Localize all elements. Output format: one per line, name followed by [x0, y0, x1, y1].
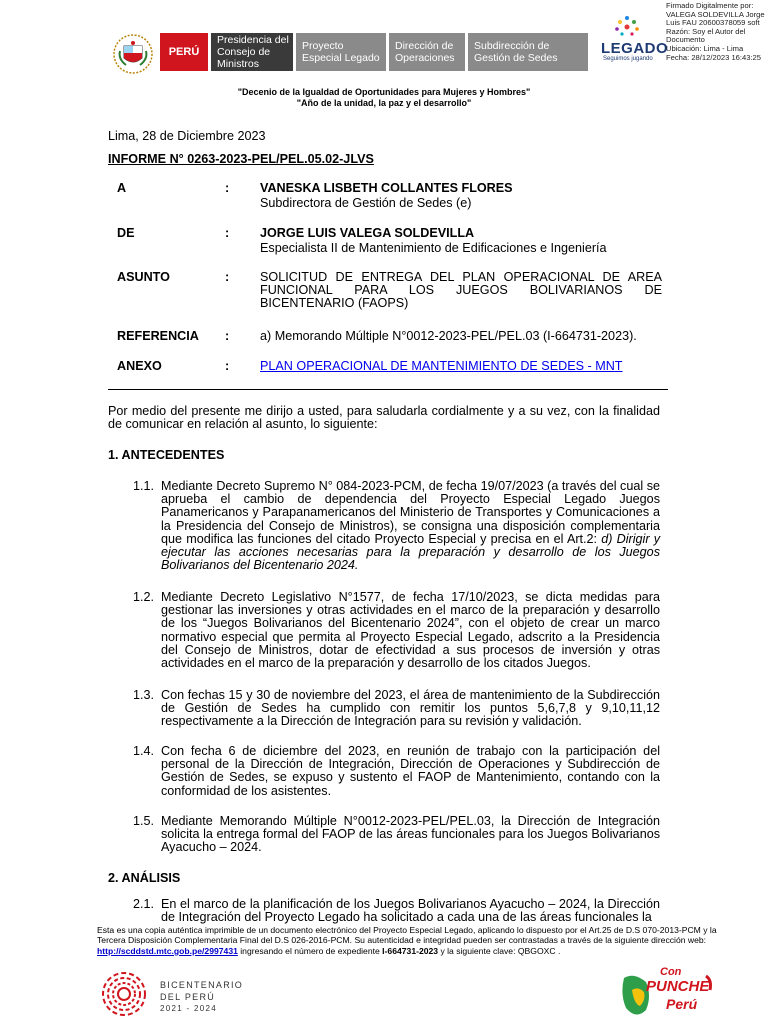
header-pel-label: Proyecto Especial Legado: [302, 40, 380, 64]
item-text: Con fechas 15 y 30 de noviembre del 2023, el área de mantenimiento de la Subdirección de Gestión de Sedes ha cumplido con remitir los puntos 5,6,7,8 y 9,10,11,12 respectivamente a la Dirección de Integración para su revisión y validación.: [161, 688, 660, 729]
annex-link[interactable]: PLAN OPERACIONAL DE MANTENIMIENTO DE SEDES - MNT: [260, 359, 623, 373]
field-anexo-label: ANEXO: [117, 359, 162, 373]
con-punche-peru-logo: [618, 960, 718, 1022]
signature-line: Fecha: 28/12/2023 16:43:25: [666, 52, 761, 62]
bicentenario-line: 2021 - 2024: [160, 1004, 218, 1013]
intro-paragraph: Por medio del presente me dirijo a usted, para saludarla cordialmente y a su vez, con la finalidad de comunicar en relación al asunto, lo siguiente:: [108, 404, 660, 432]
item-number: 1.5.: [133, 814, 155, 828]
header-pel-box: [296, 33, 386, 71]
signature-line: Firmado Digitalmente por:: [666, 1, 754, 10]
field-referencia-label: REFERENCIA: [117, 329, 199, 343]
signature-line: VALEGA SOLDEVILLA Jorge: [666, 9, 765, 19]
punche-peru-text: Perú: [666, 996, 698, 1012]
punche-con-text: Con: [660, 966, 682, 978]
field-colon: :: [225, 359, 230, 373]
section-2-title: 2. ANÁLISIS: [108, 871, 181, 885]
item-text-quote: d) Dirigir y ejecutar las acciones necesarias para la preparación y desarrollo de los Juegos Bolivarianos del Bicentenario 2024.: [161, 531, 661, 573]
item-text: [161, 480, 660, 572]
item-text: Con fecha 6 de diciembre del 2023, en reunión de trabajo con la participación del personal de la Dirección de Integración, Dirección de Operaciones y Subdirección de Gestión de Sedes, se expuso y sustento el FAOP de Mantenimiento, contando con la conformidad de los asistentes.: [161, 744, 660, 798]
signature-line: Ubicación: Lima - Lima: [666, 43, 744, 53]
authenticity-footnote: [97, 925, 717, 956]
field-a-label: A: [117, 181, 127, 195]
header-pcm-label: Presidencia del Consejo de Ministros: [217, 34, 289, 70]
signature-line: Documento: [666, 35, 705, 45]
header-pcm-box: [211, 33, 293, 71]
field-asunto-label: ASUNTO: [117, 270, 170, 284]
item-number: 1.4.: [133, 744, 155, 758]
year-name-line: "Año de la unidad, la paz y el desarrollo": [296, 98, 472, 108]
legado-tagline: Seguimos jugando: [603, 56, 653, 62]
footnote-text: ingresando el número de expediente: [237, 945, 383, 956]
reference-text: a) Memorando Múltiple N°0012-2023-PEL/PEL.03 (I-664731-2023).: [260, 329, 637, 343]
item-text: En el marco de la planificación de los Juegos Bolivarianos Ayacucho – 2024, la Dirección de Integración del Proyecto Legado ha solicitado a cada una de las áreas funcionales la: [161, 897, 660, 925]
item-text-main: Mediante Decreto Supremo N° 084-2023-PCM, de fecha 19/07/2023 (a través del cual se aprueba el cambio de dependencia del Proyecto Especial Legado Juegos Panamericanos y Parapanamericanos del Ministerio de Transportes y Comunicaciones a la Presidencia del Consejo de Ministros), se consigna una disposición complementaria que modifica las funciones del citado Proyecto Especial y precisa en el Art.2:: [161, 479, 660, 546]
item-text: Mediante Memorando Múltiple N°0012-2023-PEL/PEL.03, la Dirección de Integración solicita la entrega formal del FAOP de las áreas funcionales para los Juegos Bolivarianos Ayacucho – 2024.: [161, 814, 660, 855]
recipient-name: VANESKA LISBETH COLLANTES FLORES: [260, 181, 513, 195]
bicentenario-logo-icon: [96, 968, 152, 1020]
header-sub-label: Subdirección de Gestión de Sedes: [474, 40, 558, 64]
informe-number: INFORME N° 0263-2023-PEL/PEL.05.02-JLVS: [108, 152, 374, 166]
signature-line: Luis FAU 20600378059 soft: [666, 18, 760, 28]
header-dir-box: [389, 33, 465, 71]
bicentenario-text: [160, 980, 243, 1015]
field-colon: :: [225, 226, 230, 240]
header-dir-label: Dirección de Operaciones: [395, 40, 455, 64]
punche-main-text: PUNCHE: [646, 978, 710, 995]
expediente-number: I-664731-2023: [382, 945, 439, 956]
item-number: 1.3.: [133, 688, 155, 702]
item-number: 1.2.: [133, 590, 155, 604]
bicentenario-line: DEL PERÚ: [160, 991, 216, 1002]
document-date: Lima, 28 de Diciembre 2023: [108, 129, 266, 143]
item-number: 2.1.: [133, 897, 155, 911]
field-de-label: DE: [117, 226, 135, 240]
subject-text: SOLICITUD DE ENTREGA DEL PLAN OPERACIONAL DE AREA FUNCIONAL PARA LOS JUEGOS BOLIVARIANOS DE BICENTENARIO (FAOPS): [260, 270, 662, 311]
header-peru-label: PERÚ: [168, 46, 200, 58]
field-colon: :: [225, 270, 230, 284]
footnote-text: y la siguiente clave: QBGOXC .: [438, 945, 561, 956]
header-divider: [108, 389, 668, 390]
legado-logo-icon: [598, 14, 656, 40]
item-text: Mediante Decreto Legislativo N°1577, de fecha 17/10/2023, se dicta medidas para gestionar las inversiones y otras actividades en el marco de la preparación y desarrollo de los “Juegos Bolivarianos del Bicentenario 2024”, con el objeto de crear un marco normativo especial que permita al Proyecto Especial Legado, adscrito a la Presidencia del Consejo de Ministros, dotar de efectividad a sus procesos de inversión y otras actividades en el marco de la preparación y desarrollo de los citados Juegos.: [161, 590, 660, 671]
field-colon: :: [225, 181, 230, 195]
header-peru-box: [160, 33, 208, 71]
section-1-title: 1. ANTECEDENTES: [108, 448, 225, 462]
signature-line: Razón: Soy el Autor del: [666, 26, 746, 36]
recipient-role: Subdirectora de Gestión de Sedes (e): [260, 196, 472, 210]
footnote-text: Esta es una copia auténtica imprimible de un documento electrónico del Proyecto Especial Legado, aplicando lo dispuesto por el Art.25 de D.S 070-2013-PCM y la Tercera Disposición Complementaria Final del D.S 026-2016-PCM. Su autenticidad e integridad pueden ser contrastadas a través de la siguiente dirección web:: [97, 925, 717, 946]
sender-role: Especialista II de Mantenimiento de Edificaciones e Ingeniería: [260, 241, 607, 255]
header-sub-box: [468, 33, 588, 71]
digital-signature-block: [666, 2, 768, 62]
field-colon: :: [225, 329, 230, 343]
peru-coat-of-arms-icon: [112, 33, 154, 75]
verification-link[interactable]: http://scddstd.mtc.gob.pe/2997431: [97, 945, 238, 956]
decenio-line: "Decenio de la Igualdad de Oportunidades para Mujeres y Hombres": [237, 87, 531, 97]
legado-logo-text: LEGADO: [601, 40, 669, 57]
item-number: 1.1.: [133, 479, 155, 493]
sender-name: JORGE LUIS VALEGA SOLDEVILLA: [260, 226, 475, 240]
bicentenario-line: BICENTENARIO: [160, 980, 244, 990]
